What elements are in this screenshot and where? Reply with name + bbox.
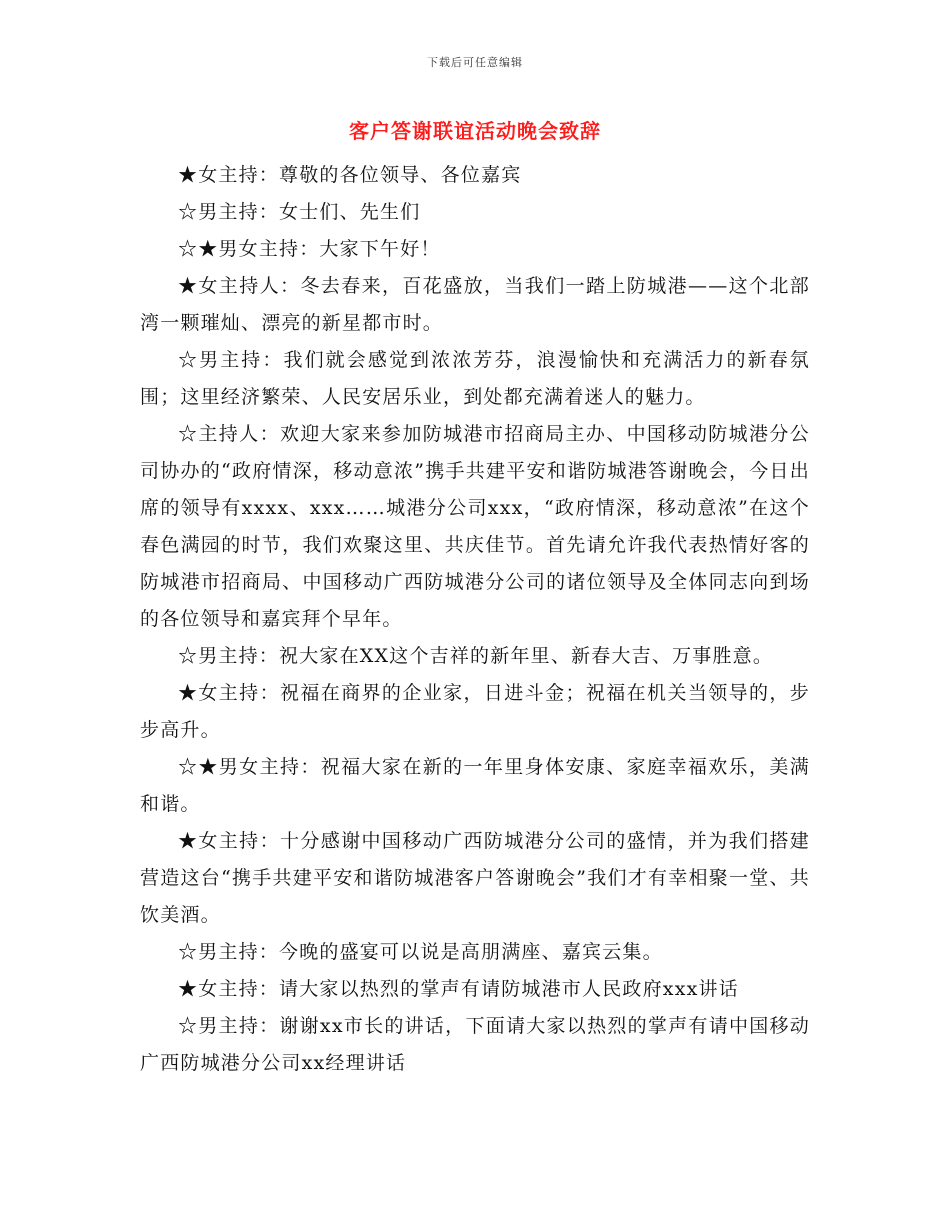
paragraph: ☆★男女主持：大家下午好！: [178, 238, 441, 260]
document-title: 客户答谢联谊活动晚会致辞: [349, 119, 601, 143]
paragraph: ☆男主持：祝大家在XX这个吉祥的新年里、新春大吉、万事胜意。: [178, 645, 774, 667]
paragraph: ☆男主持：我们就会感觉到浓浓芳芬，浪漫愉快和充满活力的新春氛围；这里经济繁荣、人民安居乐业，到处都充满着迷人的魅力。: [140, 349, 810, 408]
paragraph: ☆主持人：欢迎大家来参加防城港市招商局主办、中国移动防城港分公司协办的“政府情深，移动意浓”携手共建平安和谐防城港答谢晚会，今日出席的领导有xxxx、xxx……城港分公司xxx，“政府情深，移动意浓”在这个春色满园的时节，我们欢聚这里、共庆佳节。首先请允许我代表热情好客的防城港市招商局、中国移动广西防城港分公司的诸位领导及全体同志向到场的各位领导和嘉宾拜个早年。: [140, 423, 810, 630]
document-body: [140, 157, 810, 1082]
paragraph: ☆男主持：谢谢xx市长的讲话，下面请大家以热烈的掌声有请中国移动广西防城港分公司xx经理讲话: [140, 1015, 810, 1074]
paragraph: ★女主持人：冬去春来，百花盛放，当我们一踏上防城港——这个北部湾一颗璀灿、漂亮的新星都市时。: [140, 275, 810, 334]
paragraph: ★女主持：祝福在商界的企业家，日进斗金；祝福在机关当领导的，步步高升。: [140, 682, 810, 741]
paragraph: ☆★男女主持：祝福大家在新的一年里身体安康、家庭幸福欢乐，美满和谐。: [140, 756, 810, 815]
paragraph: ★女主持：十分感谢中国移动广西防城港分公司的盛情，并为我们搭建营造这台“携手共建平安和谐防城港客户答谢晚会”我们才有幸相聚一堂、共饮美酒。: [140, 830, 810, 926]
paragraph: ☆男主持：今晚的盛宴可以说是高朋满座、嘉宾云集。: [178, 941, 663, 963]
paragraph: ☆男主持：女士们、先生们: [178, 201, 421, 223]
paragraph: ★女主持：请大家以热烈的掌声有请防城港市人民政府xxx讲话: [178, 978, 739, 1000]
header-note: 下载后可任意编辑: [427, 56, 523, 69]
paragraph: ★女主持：尊敬的各位领导、各位嘉宾: [178, 164, 522, 186]
